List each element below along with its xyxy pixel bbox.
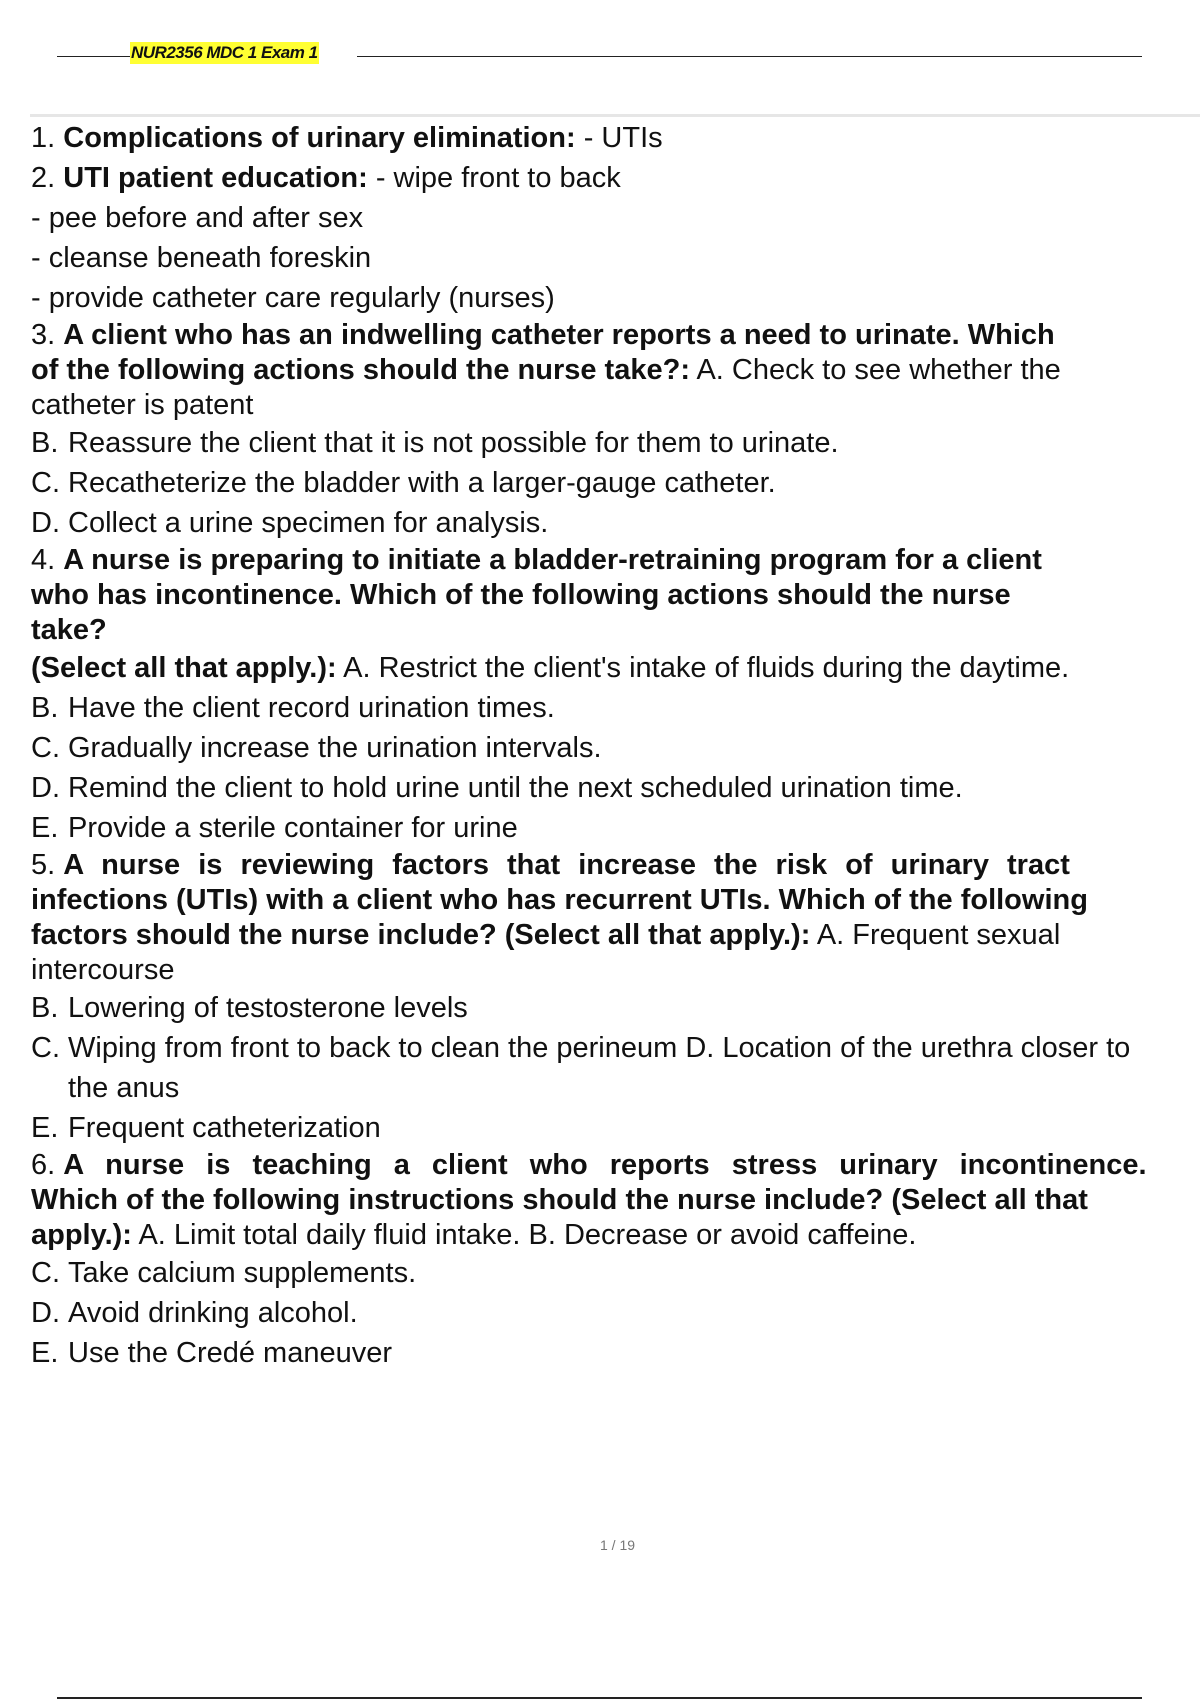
answer-option: B. Have the client record urination times. — [31, 692, 555, 724]
item-3: 3. A client who has an indwelling catheter reports a need to urinate. Which — [31, 319, 1055, 351]
question-text: factors should the nurse include? (Select all that apply.): — [31, 919, 811, 951]
answer-option: E. Use the Credé maneuver — [31, 1337, 392, 1369]
question-text: who has incontinence. Which of the following actions should the nurse — [31, 579, 1011, 611]
page-number: 1 / 19 — [599, 1537, 636, 1553]
answer-line: intercourse — [31, 954, 175, 986]
answer-option: B. Reassure the client that it is not possible for them to urinate. — [31, 427, 839, 459]
question-text: A nurse is preparing to initiate a bladder-retraining program for a client — [63, 544, 1042, 576]
answer-text: A. Restrict the client's intake of fluids during the daytime. — [343, 652, 1070, 684]
question-text: (Select all that apply.): — [31, 652, 337, 684]
answer-line: catheter is patent — [31, 389, 254, 421]
question-text: of the following actions should the nurse take?: — [31, 354, 690, 386]
answer-option: E. Frequent catheterization — [31, 1112, 381, 1144]
answer-option: D. Remind the client to hold urine until the next scheduled urination time. — [31, 772, 963, 804]
footer-rule — [57, 1697, 1142, 1699]
question-text: UTI patient education: — [63, 162, 368, 194]
header-rule-left — [57, 56, 130, 57]
document-title: NUR2356 MDC 1 Exam 1 — [131, 43, 318, 62]
document-body — [31, 118, 1200, 1373]
answer-option: D. Collect a urine specimen for analysis. — [31, 507, 549, 539]
item-4: 4. A nurse is preparing to initiate a bladder-retraining program for a client — [31, 544, 1042, 576]
question-text: A client who has an indwelling catheter reports a need to urinate. Which — [63, 319, 1055, 351]
answer-text: A. Frequent sexual — [816, 919, 1061, 951]
answer-text: A. Check to see whether the — [696, 354, 1061, 386]
answer-option: C. Take calcium supplements. — [31, 1257, 417, 1289]
answer-option: C. Gradually increase the urination intervals. — [31, 732, 602, 764]
answer-option: C. Recatheterize the bladder with a larger-gauge catheter. — [31, 467, 776, 499]
answer-option: D. Avoid drinking alcohol. — [31, 1297, 358, 1329]
item-6: 6. A nurse is teaching a client who reports stress urinary incontinence. — [31, 1149, 1147, 1181]
header-rule-right — [357, 56, 1142, 57]
question-text: Which of the following instructions should the nurse include? (Select all that — [31, 1184, 1088, 1216]
answer-line: - pee before and after sex — [31, 202, 364, 234]
answer-text: A. Limit total daily fluid intake. B. Decrease or avoid caffeine. — [138, 1219, 917, 1251]
item-1: 1. Complications of urinary elimination: - UTIs — [31, 122, 663, 154]
answer-option: E. Provide a sterile container for urine — [31, 812, 518, 844]
answer-text: - wipe front to back — [375, 162, 621, 194]
question-text: A nurse is teaching a client who reports stress urinary incontinence. — [63, 1149, 1147, 1181]
question-text: infections (UTIs) with a client who has recurrent UTIs. Which of the following — [31, 884, 1088, 916]
question-text: apply.): — [31, 1219, 132, 1251]
item-2: 2. UTI patient education: - wipe front to back — [31, 162, 621, 194]
question-text: take? — [31, 614, 107, 646]
answer-line: - provide catheter care regularly (nurses) — [31, 282, 555, 314]
answer-line: - cleanse beneath foreskin — [31, 242, 372, 274]
answer-option: B. Lowering of testosterone levels — [31, 992, 468, 1024]
answer-option: C. Wiping from front to back to clean the perineum D. Location of the urethra closer to the anus — [31, 1032, 1131, 1104]
item-5: 5. A nurse is reviewing factors that increase the risk of urinary tract — [31, 849, 1070, 881]
question-text: Complications of urinary elimination: — [63, 122, 576, 154]
answer-text: - UTIs — [583, 122, 663, 154]
page-header — [57, 42, 1142, 66]
question-text: A nurse is reviewing factors that increase the risk of urinary tract — [63, 849, 1070, 881]
header-divider — [30, 114, 1200, 117]
